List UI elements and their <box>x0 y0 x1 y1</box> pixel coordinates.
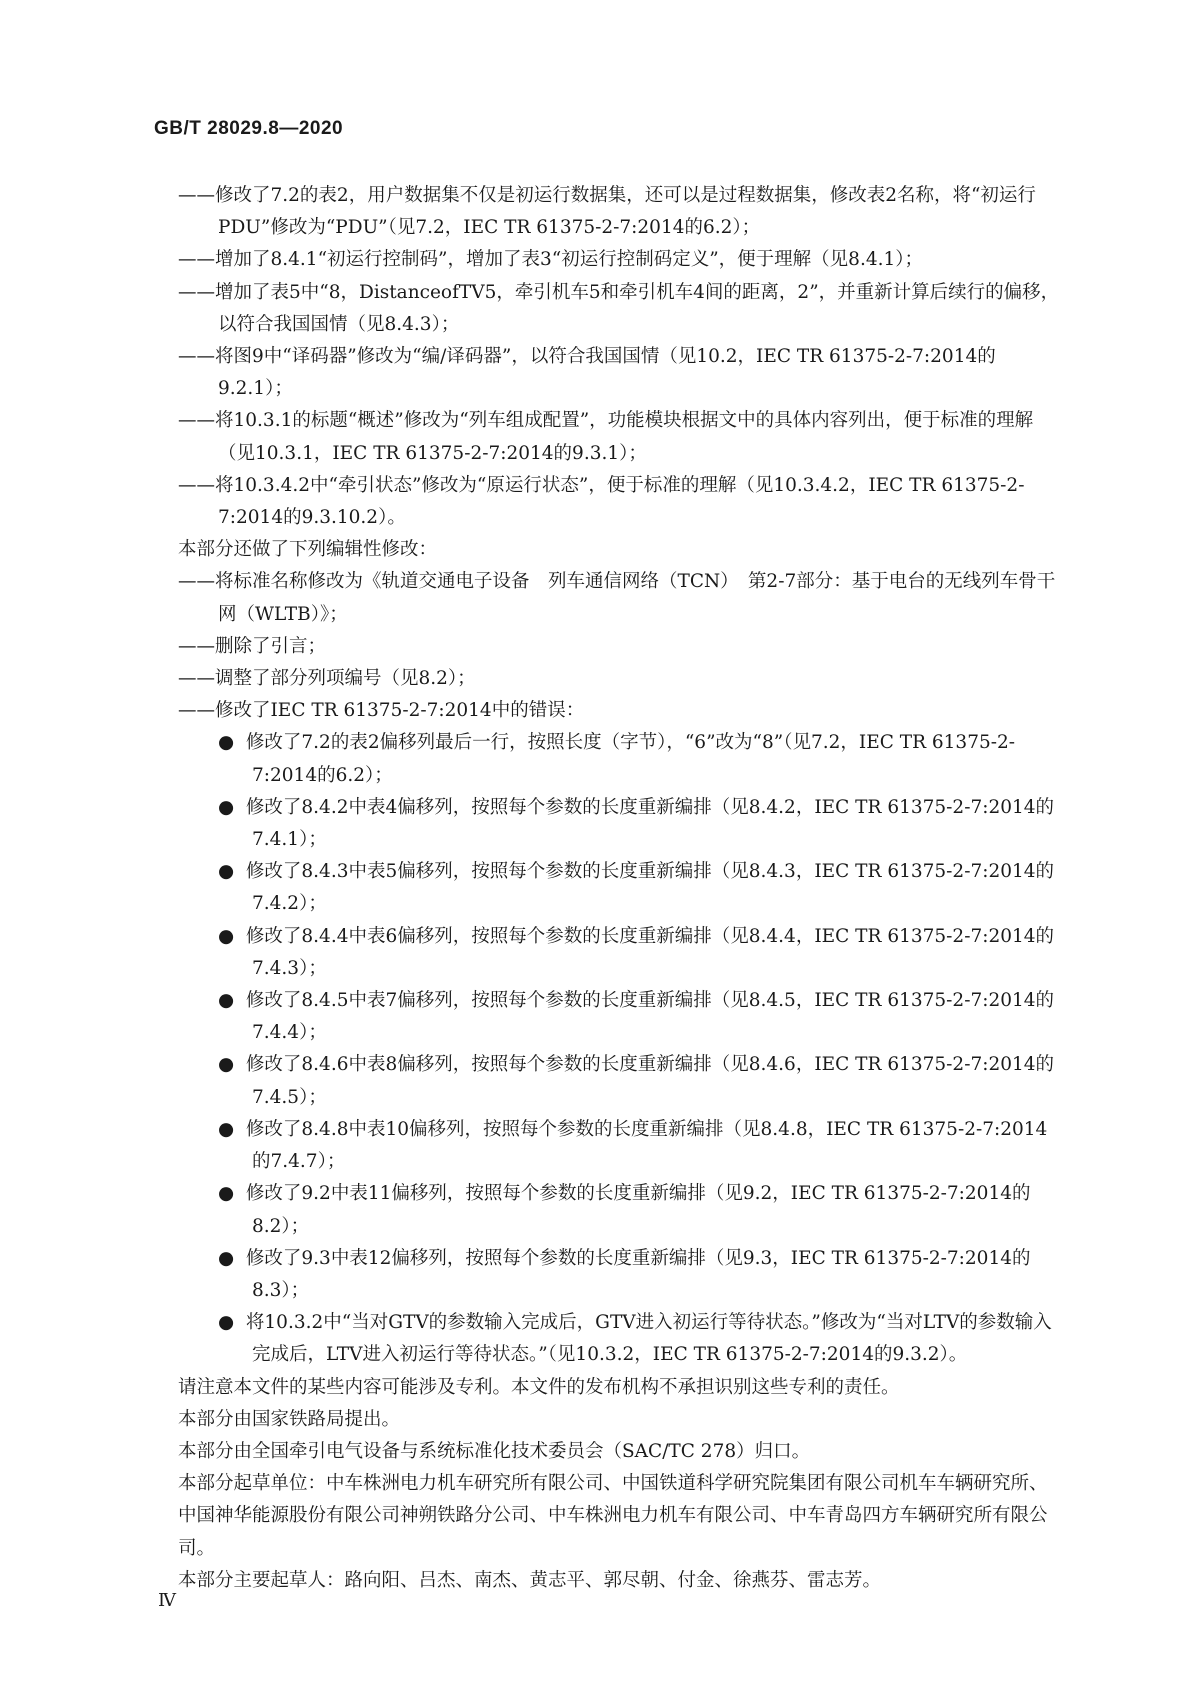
bullet-dot-icon: ● <box>218 1247 246 1269</box>
bullet-dot-icon: ● <box>218 1312 246 1334</box>
change-item: ——将图9中“译码器”修改为“编/译码器”，以符合我国国情（见10.2，IEC TR 61375-2-7:2014的9.2.1）； <box>178 346 996 400</box>
bullet-item: ● 修改了8.4.6中表8偏移列，按照每个参数的长度重新编排（见8.4.6，IEC TR 61375-2-7:2014的7.4.5）； <box>218 1054 1055 1108</box>
bullet-dot-icon: ● <box>218 1054 246 1076</box>
bullet-item: ● 修改了8.4.4中表6偏移列，按照每个参数的长度重新编排（见8.4.4，IEC TR 61375-2-7:2014的7.4.3）； <box>218 925 1055 979</box>
bullet-item: ● 修改了9.2中表11偏移列，按照每个参数的长度重新编排（见9.2，IEC TR 61375-2-7:2014的8.2）； <box>218 1183 1031 1237</box>
drafters: 本部分主要起草人：路向阳、吕杰、南杰、黄志平、郭尽朝、付金、徐燕芬、雷志芳。 <box>178 1569 882 1591</box>
bullet-dot-icon: ● <box>218 925 246 947</box>
editorial-item: ——修改了IEC TR 61375-2-7:2014中的错误： <box>178 700 585 722</box>
document-id-header: GB/T 28029.8—2020 <box>154 118 344 139</box>
proposer-statement: 本部分由国家铁路局提出。 <box>178 1408 401 1430</box>
change-item: ——将10.3.4.2中“牵引状态”修改为“原运行状态”，便于标准的理解（见10.3.4.2，IEC TR 61375-2-7:2014的9.3.10.2）。 <box>178 474 1025 529</box>
bullet-dot-icon: ● <box>218 990 246 1012</box>
patent-notice: 请注意本文件的某些内容可能涉及专利。本文件的发布机构不承担识别这些专利的责任。 <box>178 1376 900 1398</box>
change-item: ——将10.3.1的标题“概述”修改为“列车组成配置”，功能模块根据文中的具体内容列出，便于标准的理解（见10.3.1，IEC TR 61375-2-7:2014的9.3.1）； <box>178 410 1034 464</box>
bullet-item: ● 将10.3.2中“当对GTV的参数输入完成后，GTV进入初运行等待状态。”修改为“当对LTV的参数输入完成后，LTV进入初运行等待状态。”（见10.3.2，IEC TR 61375-2-7:2014的9.3.2）。 <box>218 1312 1052 1366</box>
bullet-dot-icon: ● <box>218 1183 246 1205</box>
editorial-item: ——将标准名称修改为《轨道交通电子设备 列车通信网络（TCN） 第2-7部分：基于电台的无线列车骨干网（WLTB）》； <box>178 571 1056 625</box>
editorial-item: ——调整了部分列项编号（见8.2）； <box>178 668 476 690</box>
page-body <box>178 180 1060 1597</box>
editorial-item: ——删除了引言； <box>178 635 327 657</box>
change-item: ——增加了8.4.1“初运行控制码”，增加了表3“初运行控制码定义”，便于理解（见8.4.1）； <box>178 249 923 271</box>
change-item: ——增加了表5中“8，DistanceofTV5，牵引机车5和牵引机车4间的距离，2”，并重新计算后续行的偏移，以符合我国国情（见8.4.3）； <box>178 281 1060 335</box>
bullet-item: ● 修改了8.4.5中表7偏移列，按照每个参数的长度重新编排（见8.4.5，IEC TR 61375-2-7:2014的7.4.4）； <box>218 990 1055 1044</box>
bullet-item: ● 修改了7.2的表2偏移列最后一行，按照长度（字节），“6”改为“8”（见7.2，IEC TR 61375-2-7:2014的6.2）； <box>218 732 1016 786</box>
bullet-dot-icon: ● <box>218 732 246 754</box>
bullet-dot-icon: ● <box>218 1118 246 1140</box>
editorial-intro: 本部分还做了下列编辑性修改： <box>178 539 438 561</box>
bullet-item: ● 修改了8.4.3中表5偏移列，按照每个参数的长度重新编排（见8.4.3，IEC TR 61375-2-7:2014的7.4.2）； <box>218 861 1055 915</box>
bullet-item: ● 修改了8.4.2中表4偏移列，按照每个参数的长度重新编排（见8.4.2，IEC TR 61375-2-7:2014的7.4.1）； <box>218 796 1055 851</box>
bullet-item: ● 修改了8.4.8中表10偏移列，按照每个参数的长度重新编排（见8.4.8，IEC TR 61375-2-7:2014的7.4.7）； <box>218 1118 1048 1173</box>
change-item: ——修改了7.2的表2，用户数据集不仅是初运行数据集，还可以是过程数据集，修改表2名称，将“初运行PDU”修改为“PDU”（见7.2，IEC TR 61375-2-7:2014的6.2）； <box>178 185 1036 239</box>
page-number: Ⅳ <box>158 1590 176 1611</box>
bullet-item: ● 修改了9.3中表12偏移列，按照每个参数的长度重新编排（见9.3，IEC TR 61375-2-7:2014的8.3）； <box>218 1247 1031 1301</box>
bullet-dot-icon: ● <box>218 861 246 883</box>
drafting-units: 本部分起草单位：中车株洲电力机车研究所有限公司、中国铁道科学研究院集团有限公司机车车辆研究所、中国神华能源股份有限公司神朔铁路分公司、中车株洲电力机车有限公司、中车青岛四方车辆研究所有限公司。 <box>178 1473 1048 1559</box>
bullet-dot-icon: ● <box>218 796 246 818</box>
committee-statement: 本部分由全国牵引电气设备与系统标准化技术委员会（SAC/TC 278）归口。 <box>178 1440 811 1462</box>
